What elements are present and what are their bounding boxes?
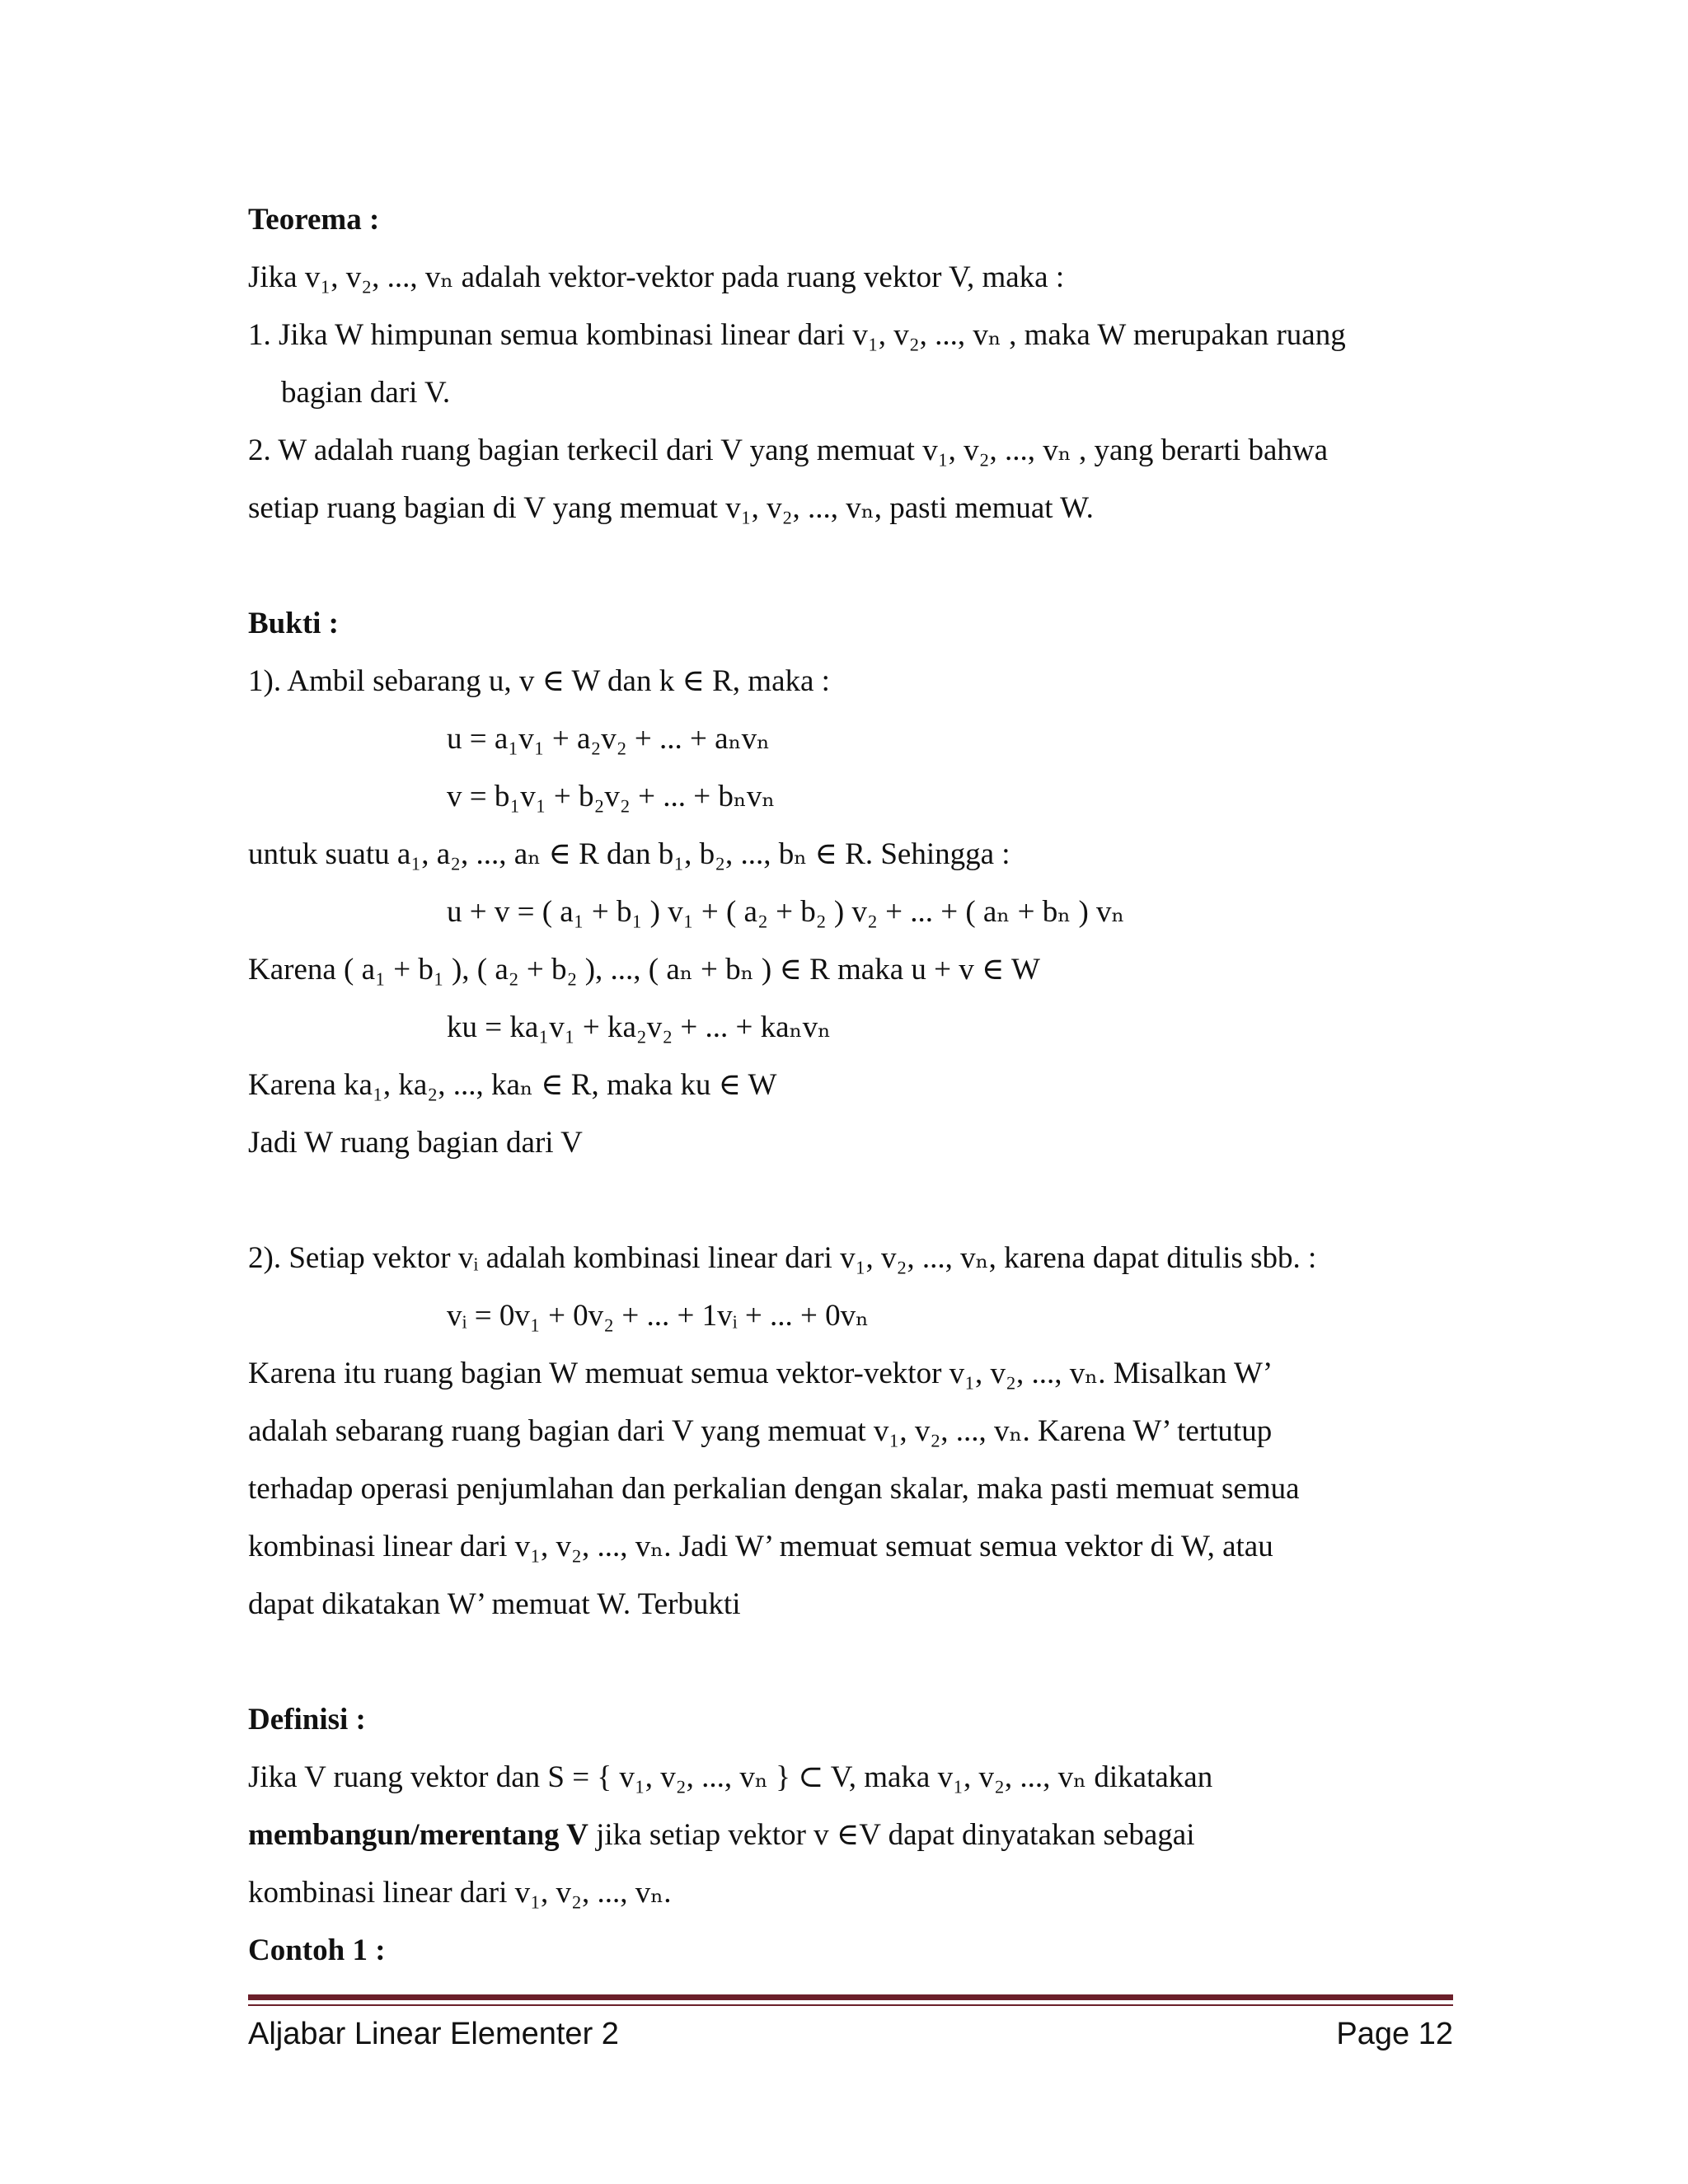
equation-u: u = a₁v₁ + a₂v₂ + ... + aₙvₙ	[447, 722, 771, 756]
theorem-item-2: 2. W adalah ruang bagian terkecil dari V yang memuat v₁, v₂, ..., vₙ , yang berarti bahwa	[248, 434, 1329, 467]
definition-line-2	[248, 1807, 1451, 1864]
definition-line-1: Jika V ruang vektor dan S = { v₁, v₂, ..., vₙ } ⊂ V, maka v₁, v₂, ..., vₙ dikatakan	[248, 1760, 1213, 1794]
spacer	[248, 1633, 1451, 1691]
proof-part-2-line-1: Karena itu ruang bagian W memuat semua vektor-vektor v₁, v₂, ..., vₙ. Misalkan W’	[248, 1357, 1273, 1390]
proof-part-2-line-4: kombinasi linear dari v₁, v₂, ..., vₙ. Jadi W’ memuat semuat semua vektor di W, atau	[248, 1530, 1273, 1563]
document-body	[248, 191, 1451, 1980]
definition-heading: Definisi :	[248, 1703, 366, 1736]
equation-ku: ku = ka₁v₁ + ka₂v₂ + ... + kaₙvₙ	[447, 1010, 832, 1044]
proof-part-2-line-5: dapat dikatakan W’ memuat W. Terbukti	[248, 1587, 741, 1621]
theorem-item-1: 1. Jika W himpunan semua kombinasi linear dari v₁, v₂, ..., vₙ , maka W merupakan ruang	[248, 318, 1346, 352]
theorem-heading: Teorema :	[248, 203, 380, 237]
page-footer	[248, 2009, 1453, 2059]
equation-vi: vᵢ = 0v₁ + 0v₂ + ... + 1vᵢ + ... + 0vₙ	[447, 1299, 870, 1333]
theorem-item-2-continuation: setiap ruang bagian di V yang memuat v₁, v₂, ..., vₙ, pasti memuat W.	[248, 491, 1094, 525]
equation-v: v = b₁v₁ + b₂v₂ + ... + bₙvₙ	[447, 780, 776, 813]
footer-rule-thin	[248, 2004, 1453, 2006]
footer-rule-thick	[248, 1994, 1453, 2000]
proof-conclusion-1: Jadi W ruang bagian dari V	[248, 1126, 583, 1160]
definition-line-2-rest: jika setiap vektor v ∈V dapat dinyatakan sebagai	[588, 1818, 1195, 1852]
proof-part-2-line-2: adalah sebarang ruang bagian dari V yang memuat v₁, v₂, ..., vₙ. Karena W’ tertutup	[248, 1414, 1273, 1448]
example-heading: Contoh 1 :	[248, 1933, 386, 1967]
proof-heading: Bukti :	[248, 607, 340, 640]
proof-because-ku: Karena ka₁, ka₂, ..., kaₙ ∈ R, maka ku ∈ W	[248, 1068, 777, 1102]
definition-term: membangun/merentang V	[248, 1818, 588, 1852]
proof-for-some: untuk suatu a₁, a₂, ..., aₙ ∈ R dan b₁, b₂, ..., bₙ ∈ R. Sehingga :	[248, 837, 1010, 871]
proof-part-2-intro: 2). Setiap vektor vᵢ adalah kombinasi linear dari v₁, v₂, ..., vₙ, karena dapat ditulis sbb. :	[248, 1241, 1317, 1275]
page-number: Page 12	[1336, 2017, 1453, 2051]
proof-because-sum: Karena ( a₁ + b₁ ), ( a₂ + b₂ ), ..., ( aₙ + bₙ ) ∈ R maka u + v ∈ W	[248, 953, 1040, 987]
theorem-intro: Jika v₁, v₂, ..., vₙ adalah vektor-vektor pada ruang vektor V, maka :	[248, 260, 1065, 294]
equation-u-plus-v: u + v = ( a₁ + b₁ ) v₁ + ( a₂ + b₂ ) v₂ + ... + ( aₙ + bₙ ) vₙ	[447, 895, 1125, 929]
definition-line-3: kombinasi linear dari v₁, v₂, ..., vₙ.	[248, 1876, 672, 1910]
proof-part-1-intro: 1). Ambil sebarang u, v ∈ W dan k ∈ R, maka :	[248, 664, 830, 698]
proof-part-2-line-3: terhadap operasi penjumlahan dan perkalian dengan skalar, maka pasti memuat semua	[248, 1472, 1300, 1506]
spacer	[248, 1172, 1451, 1230]
footer-title: Aljabar Linear Elementer 2	[248, 2017, 619, 2051]
spacer	[248, 537, 1451, 595]
theorem-item-1-continuation: bagian dari V.	[281, 376, 451, 410]
